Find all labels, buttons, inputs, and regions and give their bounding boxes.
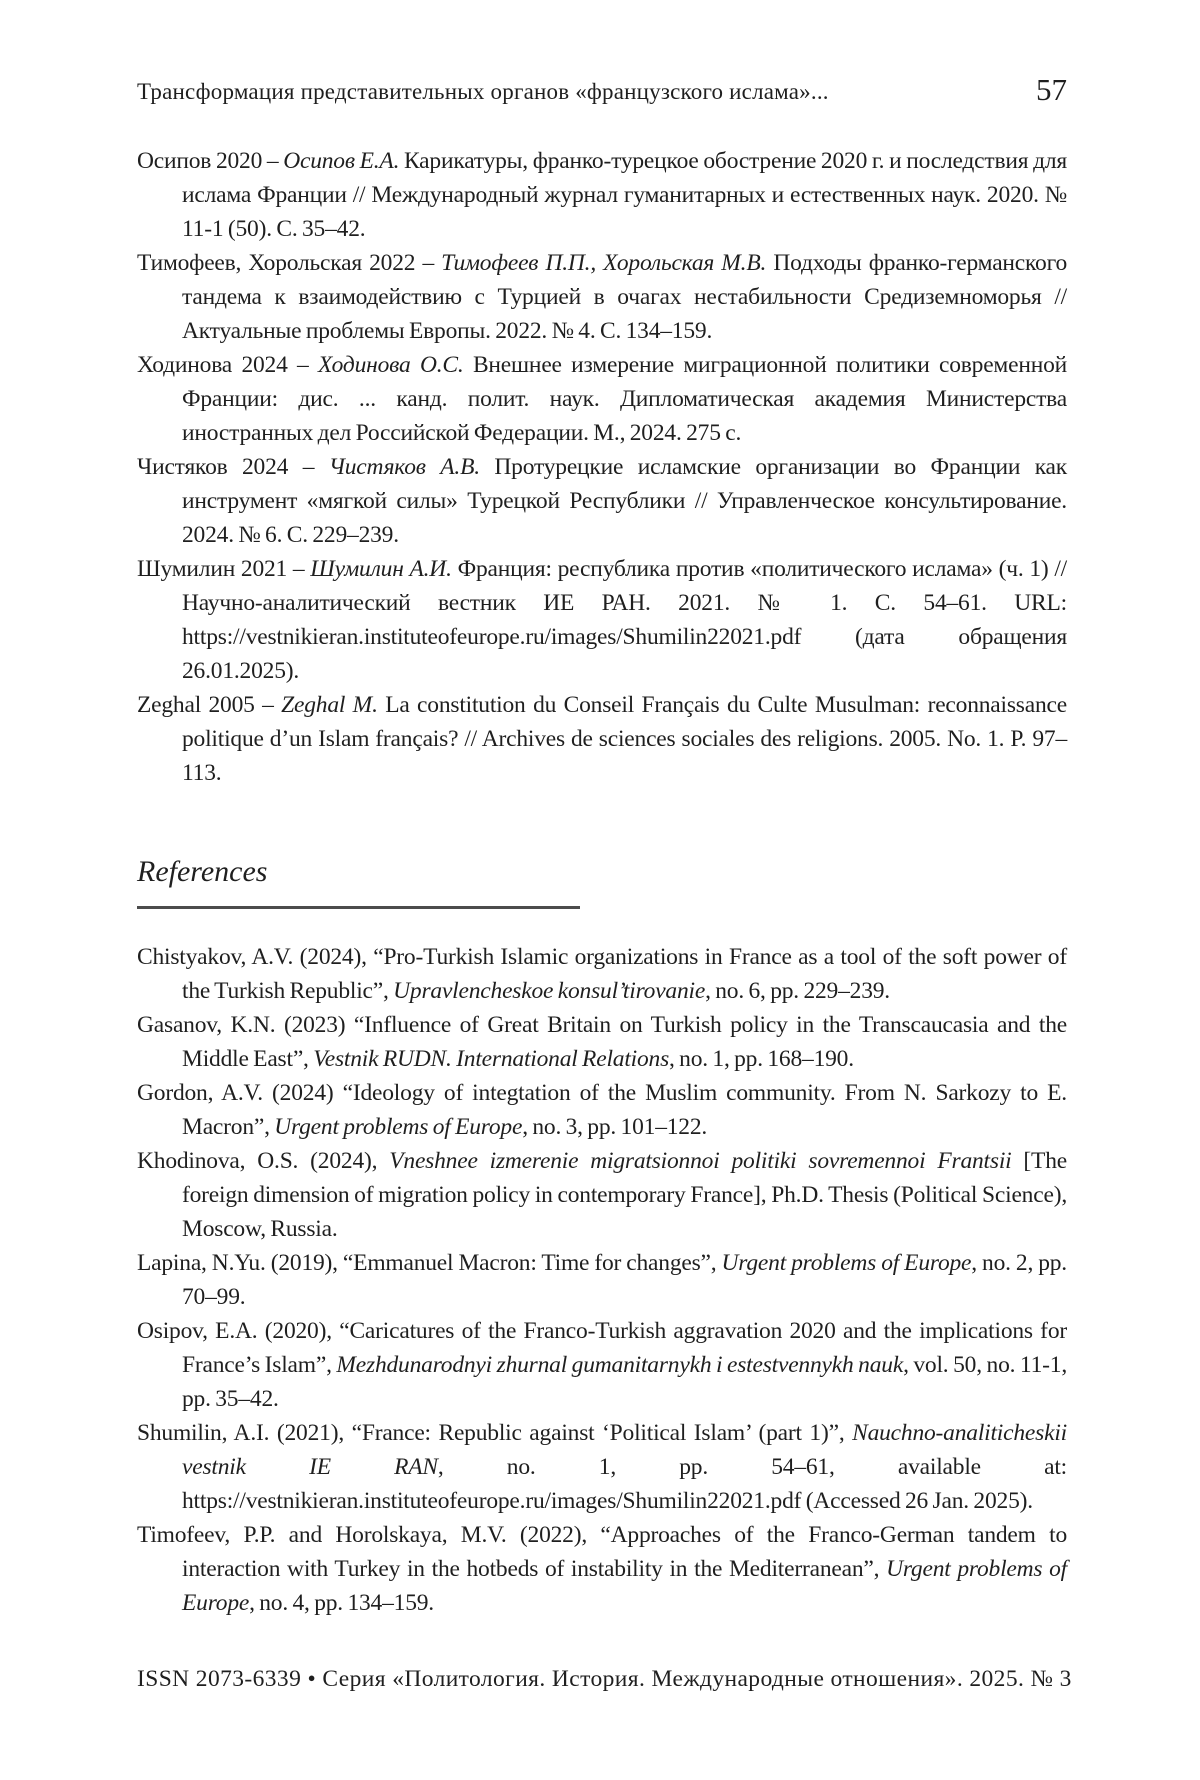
running-title: Трансформация представительных органов «французского ислама»... bbox=[137, 79, 829, 104]
reference-text-segment: Внешнее измерение миграционной политики современной Франции: дис. ... канд. полит. наук. Дипломатическая академия Министерства иностранных дел Российской Федерации. М., 2024. 275 с. bbox=[182, 352, 1068, 446]
reference-italic-segment: Urgent problems of Europe bbox=[721, 1250, 972, 1276]
reference-entry bbox=[137, 1144, 1067, 1246]
reference-entry bbox=[137, 450, 1067, 552]
reference-text-segment: Osipov, E.A. (2020), “Caricatures of the Franco-Turkish aggravation 2020 and the implications for France’s Islam”, bbox=[137, 1318, 1067, 1378]
issn-line: ISSN 2073-6339 • Серия «Политология. История. Международные отношения». 2025. № 3 bbox=[137, 1666, 1072, 1692]
reference-italic-segment: Осипов Е.А. bbox=[283, 148, 400, 174]
reference-entry bbox=[137, 688, 1067, 790]
english-references-list bbox=[137, 940, 1067, 1620]
reference-text-segment: Чистяков 2024 – bbox=[137, 454, 329, 480]
reference-text-segment: [The foreign dimension of migration policy in contemporary France], Ph.D. Thesis (Political Science), Moscow, Russia. bbox=[182, 1148, 1067, 1242]
reference-entry bbox=[137, 1076, 1067, 1144]
reference-text-segment: Shumilin, A.I. (2021), “France: Republic against ‘Political Islam’ (part 1)”, bbox=[137, 1420, 853, 1446]
reference-text-segment: , no. 1, pp. 168–190. bbox=[669, 1046, 854, 1072]
reference-text-segment: Протурецкие исламские организации во Франции как инструмент «мягкой силы» Турецкой Республики // Управленческое консультирование. 2024. № 6. С. 229–239. bbox=[182, 454, 1067, 548]
reference-italic-segment: Urgent problems of Europe bbox=[182, 1556, 1067, 1616]
page-footer bbox=[137, 1666, 1072, 1693]
reference-italic-segment: Nauchno-analiticheskii vestnik IE RAN bbox=[182, 1420, 1067, 1480]
russian-references-list bbox=[137, 144, 1067, 790]
reference-text-segment: Zeghal 2005 – bbox=[137, 692, 282, 718]
reference-text-segment: , no. 6, pp. 229–239. bbox=[705, 978, 890, 1004]
reference-entry bbox=[137, 144, 1067, 246]
reference-italic-segment: Ходинова О.С. bbox=[318, 352, 464, 378]
reference-entry bbox=[137, 1416, 1067, 1518]
reference-text-segment: Gasanov, K.N. (2023) “Influence of Great Britain on Turkish policy in the Transcaucasia and the Middle East”, bbox=[137, 1012, 1067, 1072]
reference-text-segment: Тимофеев, Хорольская 2022 – bbox=[137, 250, 442, 276]
reference-entry bbox=[137, 552, 1067, 688]
reference-text-segment: Шумилин 2021 – bbox=[137, 556, 311, 582]
reference-text-segment: Chistyakov, A.V. (2024), “Pro-Turkish Islamic organizations in France as a tool of the soft power of the Turkish Republic”, bbox=[137, 944, 1067, 1004]
reference-entry bbox=[137, 1246, 1067, 1314]
reference-text-segment: , no. 4, pp. 134–159. bbox=[249, 1590, 434, 1616]
reference-entry bbox=[137, 348, 1067, 450]
reference-text-segment: La constitution du Conseil Français du Culte Musulman: reconnaissance politique d’un Islam français? // Archives de sciences sociales des religions. 2005. No. 1. P. 97–113. bbox=[182, 692, 1067, 786]
reference-italic-segment: Urgent problems of Europe bbox=[274, 1114, 523, 1140]
reference-italic-segment: Mezhdunarodnyi zhurnal gumanitarnykh i estestvennykh nauk bbox=[336, 1352, 904, 1378]
reference-text-segment: Lapina, N.Yu. (2019), “Emmanuel Macron: Time for changes”, bbox=[137, 1250, 722, 1276]
reference-italic-segment: Vestnik RUDN. International Relations bbox=[313, 1046, 670, 1072]
reference-text-segment: Франция: республика против «политического ислама» (ч. 1) // Научно-аналитический вестник ИЕ РАН. 2021. № 1. С. 54–61. URL: https://vestnikieran.instituteofeurope.ru/images/Shumilin22021.pdf (дата обращения 26.01.2025). bbox=[182, 556, 1068, 684]
reference-text-segment: , vol. 50, no. 11-1, pp. 35–42. bbox=[182, 1352, 1068, 1412]
page-header bbox=[137, 74, 1067, 105]
reference-text-segment: Timofeev, P.P. and Horolskaya, M.V. (2022), “Approaches of the Franco-German tandem to interaction with Turkey in the hotbeds of instability in the Mediterranean”, bbox=[137, 1522, 1067, 1582]
reference-italic-segment: Zeghal M. bbox=[281, 692, 378, 718]
references-heading-rule bbox=[137, 906, 580, 909]
reference-entry bbox=[137, 246, 1067, 348]
reference-text-segment: Gordon, A.V. (2024) “Ideology of integtation of the Muslim community. From N. Sarkozy to E. Macron”, bbox=[137, 1080, 1067, 1140]
reference-text-segment: Ходинова 2024 – bbox=[137, 352, 318, 378]
reference-text-segment: , no. 2, pp. 70–99. bbox=[182, 1250, 1067, 1310]
reference-text-segment: Карикатуры, франко-турецкое обострение 2020 г. и последствия для ислама Франции // Международный журнал гуманитарных и естественных наук. 2020. № 11-1 (50). С. 35–42. bbox=[182, 148, 1067, 242]
reference-entry bbox=[137, 1008, 1067, 1076]
reference-text-segment: Подходы франко-германского тандема к взаимодействию с Турцией в очагах нестабильности Средиземноморья // Актуальные проблемы Европы. 2022. № 4. С. 134–159. bbox=[182, 250, 1068, 344]
reference-text-segment: , no. 1, pp. 54–61, available at: https://vestnikieran.instituteofeurope.ru/images/Shumilin22021.pdf (Accessed 26 Jan. 2025). bbox=[182, 1454, 1068, 1514]
reference-italic-segment: Тимофеев П.П., Хорольская М.В. bbox=[441, 250, 767, 276]
reference-italic-segment: Шумилин А.И. bbox=[310, 556, 452, 582]
reference-italic-segment: Vneshnee izmerenie migratsionnoi politiki sovremennoi Frantsii bbox=[389, 1148, 1012, 1174]
reference-entry bbox=[137, 1314, 1067, 1416]
reference-entry bbox=[137, 1518, 1067, 1620]
reference-text-segment: , no. 3, pp. 101–122. bbox=[522, 1114, 708, 1140]
reference-italic-segment: Чистяков А.В. bbox=[328, 454, 480, 480]
page-number: 57 bbox=[1036, 72, 1067, 107]
reference-text-segment: Осипов 2020 – bbox=[137, 148, 284, 174]
references-heading: References bbox=[137, 855, 268, 888]
reference-entry bbox=[137, 940, 1067, 1008]
reference-italic-segment: Upravlencheskoe konsul’tirovanie bbox=[393, 978, 706, 1004]
reference-text-segment: Khodinova, O.S. (2024), bbox=[137, 1148, 390, 1174]
